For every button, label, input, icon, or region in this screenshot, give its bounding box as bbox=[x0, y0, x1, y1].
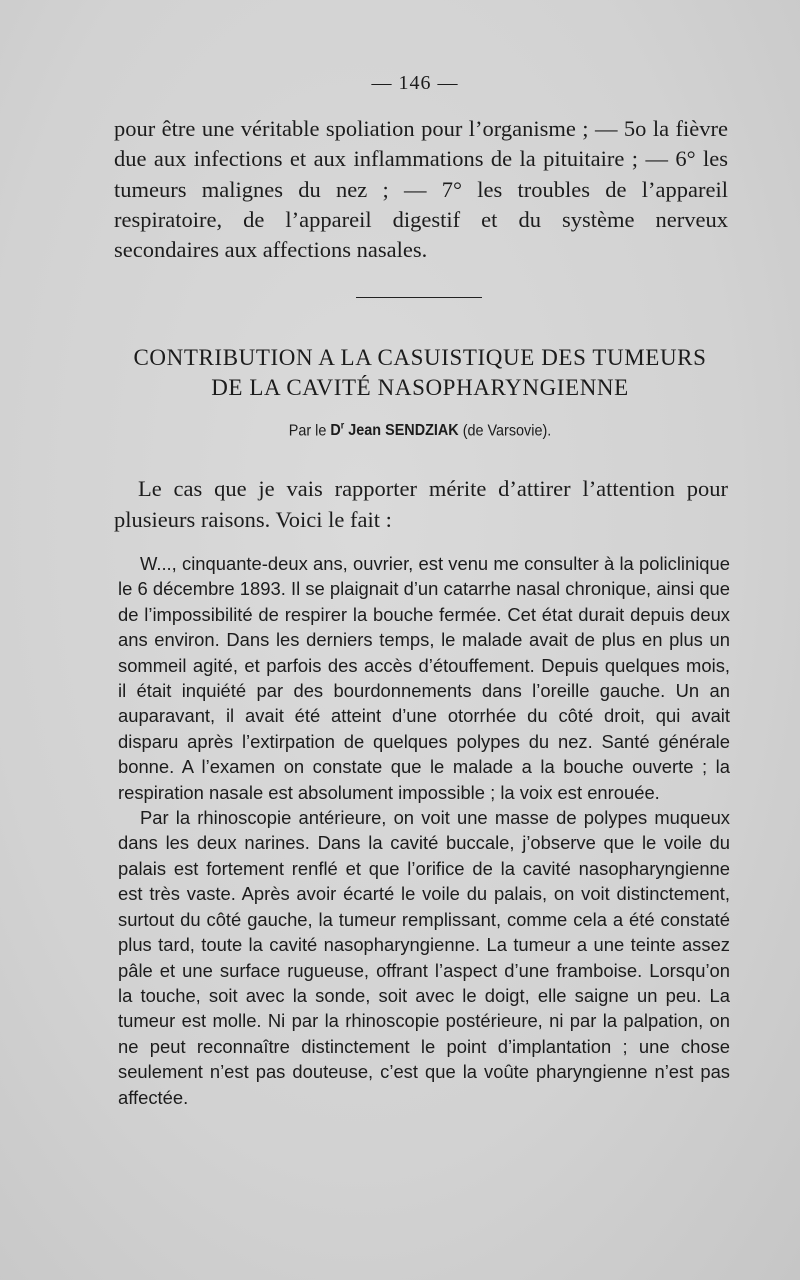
byline-title-sup: r bbox=[340, 421, 345, 432]
previous-paragraph: pour être une véritable spoliation pour l’organisme ; — 5o la fièvre due aux infections et aux inflammations de la pituitaire ; — 6° les tumeurs malignes du nez ; — 7° les troubles de l’appareil respiratoire, de l’appareil digestif et du système nerveux secondaires aux affections nasales. bbox=[114, 116, 728, 263]
byline-suffix: (de Varsovie). bbox=[458, 422, 552, 440]
page-number: — 146 — bbox=[371, 72, 459, 94]
byline-title-abbrev: D bbox=[330, 422, 341, 440]
body-paragraph-1: W..., cinquante-deux ans, ouvrier, est venu me consulter à la policlinique le 6 décembre 1893. Il se plaignait d’un catarrhe nasal chronique, ainsi que de l’impossibilité de respirer la bouche fermée. Cet état durait depuis deux ans environ. Dans les derniers temps, le malade avait de plus en plus un sommeil agité, et parfois des accès d’étouffement. Depuis quelques mois, il était inquiété par des bourdonnements dans l’oreille gauche. Un an auparavant, il avait été atteint d’une otorrhée du côté droit, qui avait disparu après l’extirpation de quelques polypes du nez. Santé générale bonne. A l’examen on constate que le malade a la bouche ouverte ; la respiration nasale est absolument impossible ; la voix est enrouée. bbox=[118, 553, 730, 803]
article-title bbox=[100, 343, 740, 403]
section-divider bbox=[356, 297, 482, 298]
body-paragraph-2: Par la rhinoscopie antérieure, on voit une masse de polypes muqueux dans les deux narines. Dans la cavité buccale, j’observe que le voile du palais est fortement renflé et que l’orifice de la cavité nasopharyngienne est très vaste. Après avoir écarté le voile du palais, on voit distinctement, surtout du côté gauche, la tumeur remplissant, comme cela a été constaté plus tard, toute la cavité nasopharyngienne. La tumeur a une teinte assez pâle et une surface rugueuse, offrant l’aspect d’une framboise. Lorsqu’on la touche, soit avec la sonde, soit avec le doigt, elle saigne un peu. La tumeur est molle. Ni par la rhinoscopie postérieure, ni par la palpation, on ne peut reconnaître distinctement le point d’implantation ; une chose seulement n’est pas douteuse, c’est que la voûte pharyngienne n’est pas affectée. bbox=[118, 807, 730, 1108]
byline-title bbox=[330, 422, 458, 439]
article-byline bbox=[132, 421, 708, 440]
article-body bbox=[118, 551, 730, 1110]
article-title-line-2: DE LA CAVITÉ NASOPHARYNGIENNE bbox=[211, 375, 629, 400]
byline-author: Jean SENDZIAK bbox=[344, 422, 459, 440]
article-intro: Le cas que je vais rapporter mérite d’attirer l’attention pour plusieurs raisons. Voici le fait : bbox=[114, 476, 728, 532]
article-title-line-1: CONTRIBUTION A LA CASUISTIQUE DES TUMEURS bbox=[133, 345, 707, 370]
byline-prefix: Par le bbox=[288, 422, 331, 440]
